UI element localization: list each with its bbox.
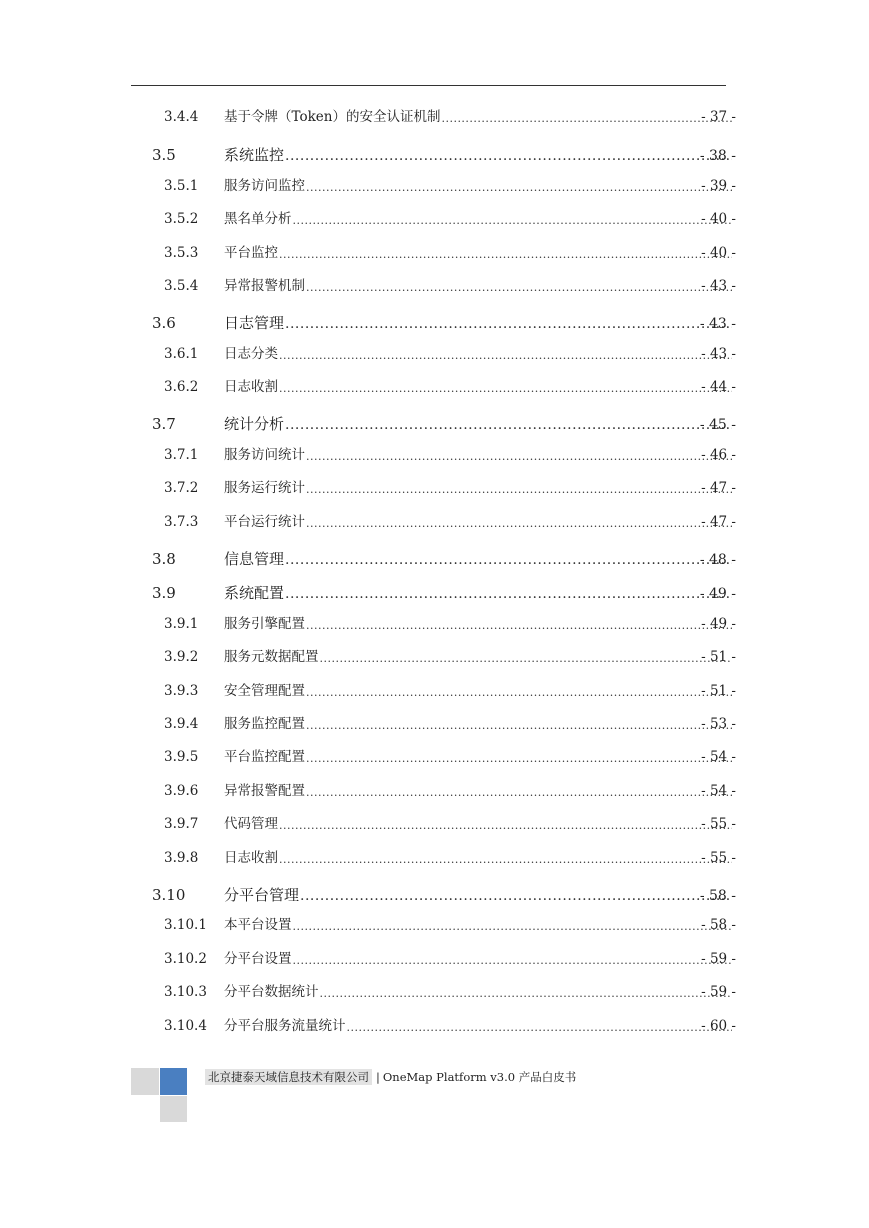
toc-entry-title: 安全管理配置 <box>224 682 305 699</box>
toc-dot-leader <box>306 182 732 193</box>
toc-entry-number: 3.10.2 <box>164 950 207 967</box>
toc-entry[interactable] <box>0 141 869 163</box>
toc-dot-leader <box>285 317 732 331</box>
toc-entry[interactable] <box>0 709 869 731</box>
toc-entry[interactable] <box>0 440 869 462</box>
toc-dot-leader <box>285 553 732 567</box>
toc-entry-page: - 49 - <box>699 586 736 602</box>
toc-entry[interactable] <box>0 881 869 903</box>
toc-entry-title: 服务引擎配置 <box>224 615 305 632</box>
toc-entry-number: 3.10.1 <box>164 916 207 933</box>
toc-dot-leader <box>285 418 732 432</box>
toc-entry-title-wrap <box>224 148 733 163</box>
toc-entry-title: 分平台设置 <box>224 950 292 967</box>
toc-entry-number: 3.7 <box>152 415 176 433</box>
toc-dot-leader <box>279 383 732 394</box>
toc-entry-title: 服务元数据配置 <box>224 648 319 665</box>
footer-company: 北京捷泰天域信息技术有限公司 <box>205 1069 372 1085</box>
toc-entry[interactable] <box>0 507 869 529</box>
toc-entry-title-wrap <box>224 177 733 194</box>
toc-entry-title: 日志管理 <box>224 314 285 332</box>
footer-product: OneMap Platform v3.0 产品白皮书 <box>382 1070 577 1084</box>
toc-entry-number: 3.7.2 <box>164 479 199 496</box>
toc-entry-title: 服务运行统计 <box>224 479 305 496</box>
toc-entry[interactable] <box>0 977 869 999</box>
toc-entry-title-wrap <box>224 748 733 765</box>
toc-entry[interactable] <box>0 339 869 361</box>
toc-entry-number: 3.6.2 <box>164 378 199 395</box>
toc-entry[interactable] <box>0 809 869 831</box>
toc-entry-page: - 58 - <box>699 888 736 904</box>
toc-entry-number: 3.5 <box>152 146 176 164</box>
toc-dot-leader <box>285 587 732 601</box>
toc-entry-title-wrap <box>224 849 733 866</box>
toc-dot-leader <box>306 518 732 529</box>
toc-dot-leader <box>293 921 733 932</box>
toc-entry-title-wrap <box>224 615 733 632</box>
toc-entry-number: 3.10.3 <box>164 983 207 1000</box>
toc-entry-title-wrap <box>224 479 733 496</box>
toc-entry-title: 服务访问监控 <box>224 177 305 194</box>
toc-entry-page: - 49 - <box>701 615 736 632</box>
toc-entry-page: - 51 - <box>701 648 736 665</box>
toc-entry-page: - 60 - <box>701 1017 736 1034</box>
toc-entry[interactable] <box>0 545 869 567</box>
footer <box>205 1069 576 1085</box>
toc-entry-title: 平台监控 <box>224 244 278 261</box>
toc-dot-leader <box>347 1022 733 1033</box>
toc-entry-title-wrap <box>224 586 733 601</box>
toc-entry-page: - 40 - <box>701 244 736 261</box>
toc-entry-number: 3.9.8 <box>164 849 199 866</box>
toc-entry[interactable] <box>0 309 869 331</box>
toc-entry[interactable] <box>0 944 869 966</box>
toc-dot-leader <box>441 113 732 124</box>
toc-entry[interactable] <box>0 410 869 432</box>
toc-entry-title-wrap <box>224 316 733 331</box>
toc-dot-leader <box>306 282 732 293</box>
toc-entry-number: 3.5.2 <box>164 210 199 227</box>
toc-dot-leader <box>320 653 733 664</box>
toc-entry-number: 3.9 <box>152 584 176 602</box>
footer-block-blue <box>160 1068 187 1095</box>
toc-entry-page: - 39 - <box>701 177 736 194</box>
toc-entry[interactable] <box>0 102 869 124</box>
toc-entry-number: 3.5.3 <box>164 244 199 261</box>
toc-entry-title-wrap <box>224 513 733 530</box>
footer-block-gray-left <box>131 1068 159 1095</box>
toc-dot-leader <box>306 687 732 698</box>
toc-entry-title: 系统配置 <box>224 584 285 602</box>
toc-entry-page: - 54 - <box>701 782 736 799</box>
toc-entry-number: 3.9.5 <box>164 748 199 765</box>
toc-entry-title-wrap <box>224 345 733 362</box>
toc-entry-page: - 38 - <box>699 148 736 164</box>
toc-entry-page: - 43 - <box>699 316 736 332</box>
toc-entry-page: - 43 - <box>701 277 736 294</box>
toc-entry[interactable] <box>0 776 869 798</box>
toc-dot-leader <box>306 451 732 462</box>
toc-entry-page: - 55 - <box>701 849 736 866</box>
toc-entry-number: 3.9.2 <box>164 648 199 665</box>
toc-entry-page: - 48 - <box>699 552 736 568</box>
toc-dot-leader <box>306 620 732 631</box>
toc-entry-title-wrap <box>224 1017 733 1034</box>
toc-entry-number: 3.9.4 <box>164 715 199 732</box>
toc-entry-title: 平台运行统计 <box>224 513 305 530</box>
footer-separator: | <box>376 1070 380 1084</box>
toc-entry-title: 异常报警机制 <box>224 277 305 294</box>
toc-entry-number: 3.8 <box>152 550 176 568</box>
toc-dot-leader <box>279 854 732 865</box>
toc-dot-leader <box>306 753 732 764</box>
toc-entry-title-wrap <box>224 715 733 732</box>
toc-entry-number: 3.9.3 <box>164 682 199 699</box>
toc-entry-page: - 58 - <box>701 916 736 933</box>
toc-entry-title: 分平台服务流量统计 <box>224 1017 346 1034</box>
toc-entry[interactable] <box>0 1011 869 1033</box>
toc-entry[interactable] <box>0 473 869 495</box>
toc-entry-number: 3.9.1 <box>164 615 199 632</box>
toc-entry-title: 代码管理 <box>224 815 278 832</box>
toc-entry-number: 3.10 <box>152 886 186 904</box>
toc-entry-title: 服务访问统计 <box>224 446 305 463</box>
toc-entry-number: 3.4.4 <box>164 108 199 125</box>
toc-entry-number: 3.5.4 <box>164 277 199 294</box>
toc-entry-title: 黑名单分析 <box>224 210 292 227</box>
toc-entry-page: - 43 - <box>701 345 736 362</box>
toc-entry-title: 信息管理 <box>224 550 285 568</box>
toc-entry-title-wrap <box>224 244 733 261</box>
toc-dot-leader <box>279 820 732 831</box>
toc-entry-title: 系统监控 <box>224 146 285 164</box>
toc-entry-page: - 55 - <box>701 815 736 832</box>
toc-entry-title: 服务监控配置 <box>224 715 305 732</box>
toc-entry-page: - 37 - <box>701 108 736 125</box>
toc-entry-number: 3.6 <box>152 314 176 332</box>
toc-dot-leader <box>306 484 732 495</box>
toc-entry-title: 日志收割 <box>224 849 278 866</box>
toc-dot-leader <box>306 787 732 798</box>
toc-entry[interactable] <box>0 843 869 865</box>
toc-entry-page: - 47 - <box>701 513 736 530</box>
toc-entry-title: 日志收割 <box>224 378 278 395</box>
toc-dot-leader <box>279 350 732 361</box>
toc-entry-number: 3.9.7 <box>164 815 199 832</box>
toc-entry[interactable] <box>0 171 869 193</box>
toc-entry[interactable] <box>0 742 869 764</box>
toc-entry-title-wrap <box>224 417 733 432</box>
toc-entry-page: - 53 - <box>701 715 736 732</box>
toc-entry-title-wrap <box>224 682 733 699</box>
toc-entry-title-wrap <box>224 378 733 395</box>
toc-entry-number: 3.7.3 <box>164 513 199 530</box>
toc-entry-title: 日志分类 <box>224 345 278 362</box>
toc-entry-title: 基于令牌（Token）的安全认证机制 <box>224 108 441 125</box>
toc-entry[interactable] <box>0 642 869 664</box>
toc-entry[interactable] <box>0 609 869 631</box>
toc-entry-title: 平台监控配置 <box>224 748 305 765</box>
toc-entry-title-wrap <box>224 210 733 227</box>
toc-entry-title-wrap <box>224 815 733 832</box>
toc-dot-leader <box>300 889 732 903</box>
toc-entry-page: - 59 - <box>701 950 736 967</box>
toc-entry-title: 分平台管理 <box>224 886 300 904</box>
toc-entry-page: - 46 - <box>701 446 736 463</box>
toc-dot-leader <box>285 149 732 163</box>
toc-entry-title-wrap <box>224 108 733 125</box>
toc-entry[interactable] <box>0 204 869 226</box>
toc-entry-number: 3.5.1 <box>164 177 199 194</box>
toc-entry[interactable] <box>0 910 869 932</box>
toc-entry-title-wrap <box>224 648 733 665</box>
toc-entry-page: - 59 - <box>701 983 736 1000</box>
toc-entry-title-wrap <box>224 277 733 294</box>
toc-entry-title: 分平台数据统计 <box>224 983 319 1000</box>
toc-entry-number: 3.9.6 <box>164 782 199 799</box>
toc-entry[interactable] <box>0 579 869 601</box>
toc-entry-title-wrap <box>224 446 733 463</box>
toc-entry[interactable] <box>0 238 869 260</box>
toc-dot-leader <box>279 249 732 260</box>
toc-entry-number: 3.7.1 <box>164 446 199 463</box>
toc-dot-leader <box>320 988 733 999</box>
toc-entry-title-wrap <box>224 782 733 799</box>
toc-entry-number: 3.6.1 <box>164 345 199 362</box>
toc-entry-title-wrap <box>224 888 733 903</box>
toc-entry-title-wrap <box>224 983 733 1000</box>
toc-entry-page: - 47 - <box>701 479 736 496</box>
toc-entry-title-wrap <box>224 916 733 933</box>
toc-entry-number: 3.10.4 <box>164 1017 207 1034</box>
toc-dot-leader <box>293 955 733 966</box>
toc-entry-page: - 45 - <box>699 417 736 433</box>
toc-entry-title: 统计分析 <box>224 415 285 433</box>
toc-entry-title-wrap <box>224 950 733 967</box>
toc-dot-leader <box>293 215 733 226</box>
footer-block-gray-bottom <box>160 1096 187 1122</box>
toc-entry-title: 本平台设置 <box>224 916 292 933</box>
toc-entry-page: - 54 - <box>701 748 736 765</box>
toc-entry[interactable] <box>0 676 869 698</box>
toc-entry[interactable] <box>0 372 869 394</box>
toc-entry-title: 异常报警配置 <box>224 782 305 799</box>
toc-entry[interactable] <box>0 271 869 293</box>
toc-entry-title-wrap <box>224 552 733 567</box>
toc-entry-page: - 51 - <box>701 682 736 699</box>
toc-dot-leader <box>306 720 732 731</box>
toc-entry-page: - 40 - <box>701 210 736 227</box>
toc-entry-page: - 44 - <box>701 378 736 395</box>
